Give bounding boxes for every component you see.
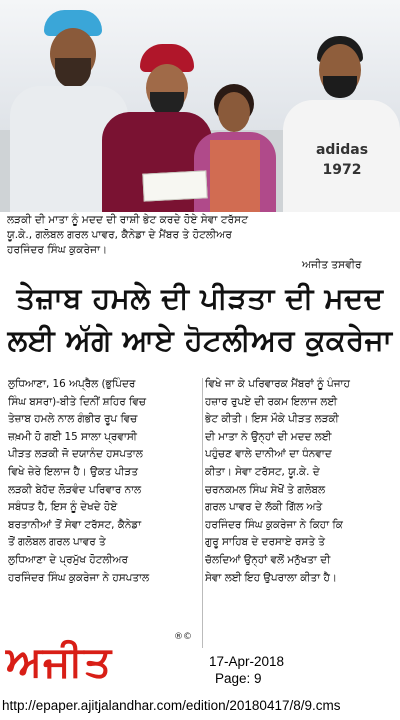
article-column-right xyxy=(205,376,396,587)
headline-line-2: ਲਈ ਅੱਗੇ ਆਏ ਹੋਟਲੀਅਰ ਕੁਕਰੇਜਾ xyxy=(7,323,393,357)
body-line: ਹਰਜਿੰਦਰ ਸਿੰਘ ਕੁਕਰੇਜਾ ਨੇ ਕਿਹਾ ਕਿ xyxy=(205,518,343,531)
body-line: ਪੀੜਤ ਲੜਕੀ ਜੋ ਦਯਾਨੰਦ ਹਸਪਤਾਲ xyxy=(8,448,143,461)
body-line: ਤੋਂ ਗਲੋਬਲ ਗਰਲ ਪਾਵਰ ਤੇ xyxy=(8,536,106,549)
photo-credit: ਅਜੀਤ ਤਸਵੀਰ xyxy=(302,259,362,271)
source-url: http://epaper.ajitjalandhar.com/edition/20180417/8/9.cms xyxy=(2,698,341,713)
publication-date: 17-Apr-2018 xyxy=(209,654,285,669)
body-line: ਤੇਜ਼ਾਬ ਹਮਲੇ ਨਾਲ ਗੰਭੀਰ ਰੂਪ ਵਿਚ xyxy=(8,413,138,426)
body-line: ਗਰਲ ਪਾਵਰ ਦੇ ਲੱਕੀ ਗਿੱਲ ਅਤੇ xyxy=(205,501,323,514)
body-line: ਕੀਤਾ। ਸੇਵਾ ਟਰੱਸਟ, ਯੂ.ਕੇ. ਦੇ xyxy=(205,465,320,478)
body-line: ਬਰਤਾਨੀਆਂ ਤੋਂ ਸੇਵਾ ਟਰੱਸਟ, ਕੈਨੇਡਾ xyxy=(8,518,142,531)
body-line: ਵਿਖੇ ਜ਼ੇਰੇ ਇਲਾਜ ਹੈ। ਉਕਤ ਪੀੜਤ xyxy=(8,465,138,478)
article-column-left xyxy=(8,376,201,587)
body-line: ਚੱਲਦਿਆਂ ਉਨ੍ਹਾਂ ਵਲੋਂ ਮਨੁੱਖਤਾ ਦੀ xyxy=(205,553,331,566)
caption-line-2: ਯੂ.ਕੇ., ਗਲੋਬਲ ਗਰਲ ਪਾਵਰ, ਕੈਨੇਡਾ ਦੇ ਮੈਂਬਰ ਤੇ ਹੋਟਲੀਅਰ xyxy=(7,229,232,241)
tshirt-text: adidas 1972 xyxy=(315,142,369,178)
body-line: ਪਹੁੰਚਣ ਵਾਲੇ ਦਾਨੀਆਂ ਦਾ ਧੰਨਵਾਦ xyxy=(205,448,332,461)
body-line: ਹਜ਼ਾਰ ਰੁਪਏ ਦੀ ਰਕਮ ਇਲਾਜ ਲਈ xyxy=(205,395,337,408)
body-line: ਲੁਧਿਆਣਾ, 16 ਅਪ੍ਰੈਲ (ਭੁਪਿੰਦਰ xyxy=(8,378,136,390)
headline-line-1: ਤੇਜ਼ਾਬ ਹਮਲੇ ਦੀ ਪੀੜਤਾ ਦੀ ਮਦਦ xyxy=(16,281,384,315)
body-line: ਚਰਨਕਮਲ ਸਿੰਘ ਸੇਖੋਂ ਤੇ ਗਲੋਬਲ xyxy=(205,483,326,496)
body-line: ਦੀ ਮਾਤਾ ਨੇ ਉਨ੍ਹਾਂ ਦੀ ਮਦਦ ਲਈ xyxy=(205,430,332,443)
tshirt-print xyxy=(297,140,387,180)
page-number: Page: 9 xyxy=(215,671,262,686)
body-line: ਲੜਕੀ ਬੇਹੱਦ ਲੋੜਵੰਦ ਪਰਿਵਾਰ ਨਾਲ xyxy=(8,483,142,496)
photo-cheque xyxy=(142,170,207,201)
body-line: ਭੇਟ ਕੀਤੀ। ਇਸ ਮੌਕੇ ਪੀੜਤ ਲੜਕੀ xyxy=(205,413,339,426)
photo-caption xyxy=(7,213,397,258)
column-divider xyxy=(202,378,203,648)
article-headline xyxy=(0,277,400,361)
body-line: ਸਬੰਧਤ ਹੈ, ਇਸ ਨੂੰ ਦੇਖਦੇ ਹੋਏ xyxy=(8,501,118,514)
body-line: ਸਿੰਘ ਬਸਰਾ)-ਬੀਤੇ ਦਿਨੀਂ ਸ਼ਹਿਰ ਵਿਚ xyxy=(8,395,146,408)
caption-line-3: ਹਰਜਿੰਦਰ ਸਿੰਘ ਕੁਕਰੇਜਾ। xyxy=(7,244,108,256)
newspaper-logo: ਅਜੀਤ xyxy=(6,637,113,686)
news-photo xyxy=(0,0,400,212)
body-line: ਵਿਖੇ ਜਾ ਕੇ ਪਰਿਵਾਰਕ ਮੈਂਬਰਾਂ ਨੂੰ ਪੰਜਾਹ xyxy=(205,378,350,390)
body-line: ਗੁਰੂ ਸਾਹਿਬ ਦੇ ਦਰਸਾਏ ਰਸਤੇ ਤੇ xyxy=(205,536,325,549)
caption-line-1: ਲੜਕੀ ਦੀ ਮਾਤਾ ਨੂੰ ਮਦਦ ਦੀ ਰਾਸ਼ੀ ਭੇਟ ਕਰਦੇ ਹੋਏ ਸੇਵਾ ਟਰੱਸਟ xyxy=(7,214,249,226)
body-line: ਲੁਧਿਆਣਾ ਦੇ ਪ੍ਰਮੁੱਖ ਹੋਟਲੀਅਰ xyxy=(8,553,128,566)
photo-person-right xyxy=(275,0,400,212)
registered-mark: ®© xyxy=(174,632,192,642)
body-line: ਸੇਵਾ ਲਈ ਇਹ ਉਪਰਾਲਾ ਕੀਤਾ ਹੈ। xyxy=(205,571,337,584)
body-line: ਹਰਜਿੰਦਰ ਸਿੰਘ ਕੁਕਰੇਜਾ ਨੇ ਹਸਪਤਾਲ xyxy=(8,571,149,584)
body-line: ਜ਼ਖ਼ਮੀ ਹੋ ਗਈ 15 ਸਾਲਾ ਪ੍ਰਵਾਸੀ xyxy=(8,430,137,443)
